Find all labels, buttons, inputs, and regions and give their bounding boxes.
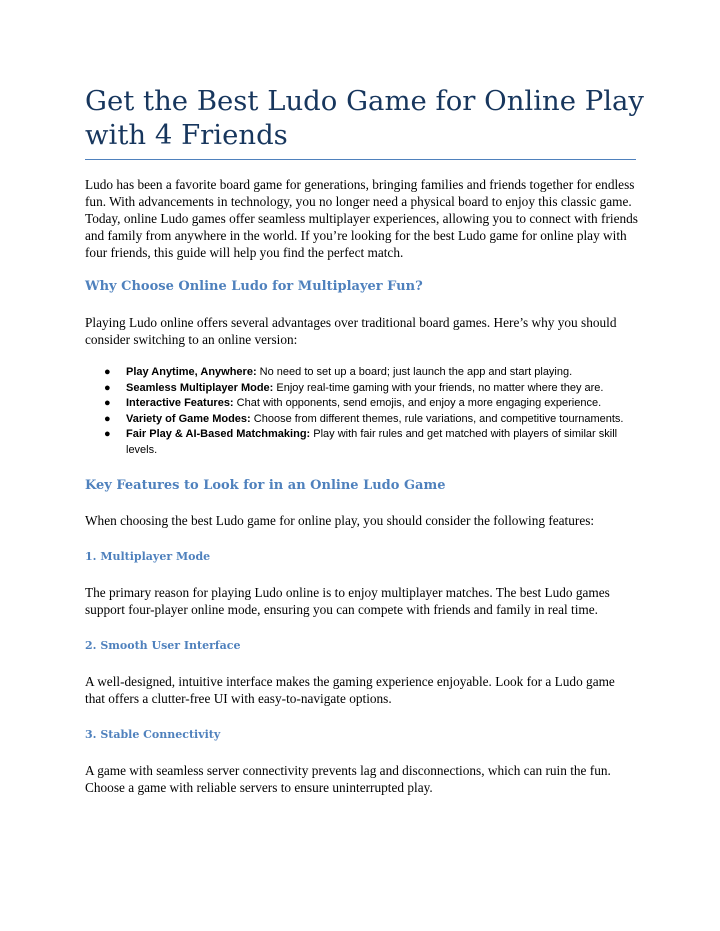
feature-text-multiplayer: The primary reason for playing Ludo online is to enjoy multiplayer matches. The best Ludo games support four-player online mode, ensuring you can compete with friends and family in real time.	[85, 585, 610, 617]
bullet-term: Interactive Features:	[126, 397, 234, 409]
bullet-icon: ●	[104, 397, 111, 409]
list-item	[85, 396, 638, 412]
section-heading-key-features: Key Features to Look for in an Online Ludo Game	[85, 478, 446, 493]
bullet-icon: ●	[104, 381, 111, 394]
bullet-text: Enjoy real-time gaming with your friends, no matter where they are.	[273, 381, 604, 394]
advantages-list	[85, 365, 638, 458]
list-item	[85, 365, 638, 381]
bullet-icon: ●	[104, 366, 111, 378]
bullet-term: Play Anytime, Anywhere:	[126, 366, 257, 378]
bullet-icon: ●	[104, 428, 111, 440]
bullet-text: Play with fair rules and get matched with players of similar skill levels.	[126, 428, 618, 456]
bullet-term: Seamless Multiplayer Mode:	[126, 381, 274, 394]
bullet-term: Variety of Game Modes:	[126, 412, 251, 425]
page-title: Get the Best Ludo Game for Online Play with 4 Friends	[85, 85, 644, 151]
key-features-paragraph: When choosing the best Ludo game for online play, you should consider the following features:	[85, 513, 595, 528]
bullet-text: Chat with opponents, send emojis, and enjoy a more engaging experience.	[233, 397, 602, 409]
document-content	[85, 176, 638, 796]
title-divider	[85, 159, 636, 160]
section-heading-why-online: Why Choose Online Ludo for Multiplayer Fun?	[85, 279, 423, 294]
intro-paragraph: Ludo has been a favorite board game for generations, bringing families and friends together for endless fun. With advancements in technology, you no longer need a physical board to enjoy this classic game. Today, online Ludo games offer seamless multiplayer experiences, allowing you to connect with friends and family from anywhere in the world. If you’re looking for the best Ludo game for online play with four friends, this guide will help you find the perfect match.	[85, 177, 638, 260]
feature-heading-connectivity: 3. Stable Connectivity	[85, 728, 221, 741]
feature-heading-multiplayer: 1. Multiplayer Mode	[85, 550, 211, 563]
feature-text-interface: A well-designed, intuitive interface makes the gaming experience enjoyable. Look for a Ludo game that offers a clutter-free UI with easy-to-navigate options.	[85, 674, 615, 706]
bullet-text: Choose from different themes, rule variations, and competitive tournaments.	[250, 412, 624, 425]
bullet-icon: ●	[104, 412, 111, 425]
list-item	[85, 412, 638, 428]
bullet-text: No need to set up a board; just launch the app and start playing.	[256, 366, 573, 378]
feature-heading-interface: 2. Smooth User Interface	[85, 639, 241, 652]
list-item	[85, 427, 638, 458]
bullet-term: Fair Play & AI-Based Matchmaking:	[126, 428, 311, 440]
list-item	[85, 381, 638, 397]
feature-text-connectivity: A game with seamless server connectivity prevents lag and disconnections, which can ruin the fun. Choose a game with reliable servers to ensure uninterrupted play.	[85, 763, 611, 795]
why-online-paragraph: Playing Ludo online offers several advantages over traditional board games. Here’s why you should consider switching to an online version:	[85, 315, 617, 347]
